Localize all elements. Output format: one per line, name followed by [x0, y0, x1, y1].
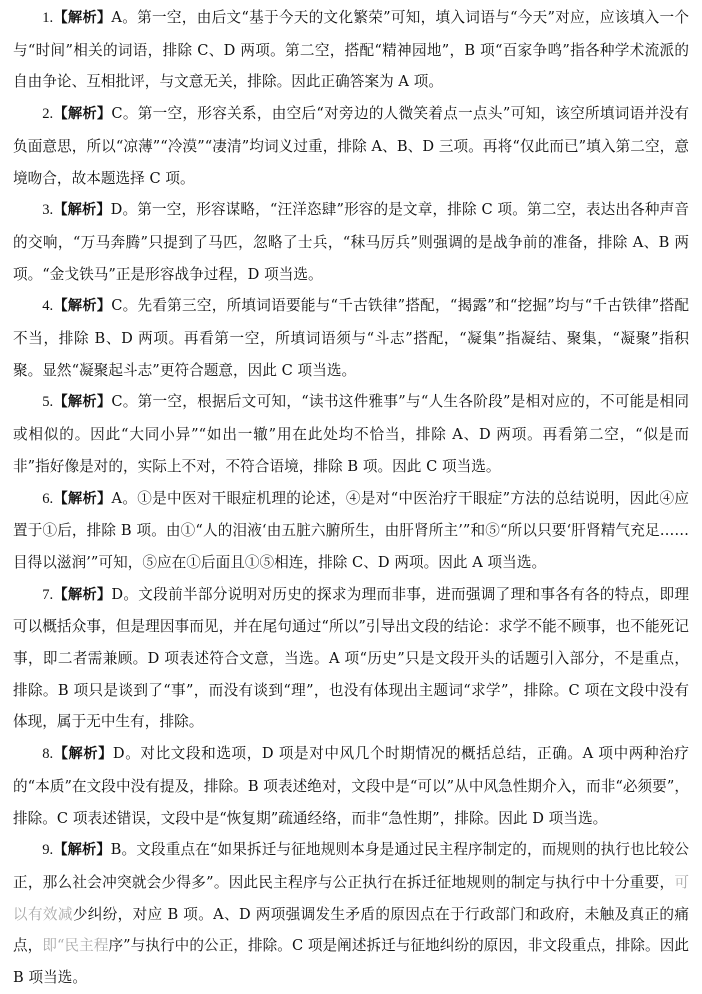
- explanation-text: C。先看第三空，所填词语要能与“千古铁律”搭配，“揭露”和“挖掘”均与“千古铁律”搭配不当，排除 B、D 两项。再看第一空，所填词语须与“斗志”搭配，“凝集”指凝结、聚集，“凝聚”指积聚。显然“凝聚起斗志”更符合题意，因此 C 项当选。: [13, 297, 689, 379]
- item-number: 7.: [42, 586, 54, 603]
- explanation-text: A。①是中医对干眼症机理的论述，④是对“中医治疗干眼症”方法的总结说明，因此④应置于①后，排除 B 项。由①“人的泪液‘由五脏六腑所生，由肝肾所主’”和⑤“所以只要‘肝肾精气充足……目得以滋润’”可知，⑤应在①后面且①⑤相连，排除 C、D 两项。因此 A 项当选。: [13, 489, 689, 571]
- explanation-item-8: [13, 738, 689, 834]
- item-number: 1.: [42, 10, 54, 26]
- analysis-tag: 【解析】: [53, 842, 111, 859]
- item-number: 2.: [42, 106, 54, 123]
- explanation-text: C。第一空，根据后文可知，“读书这件雅事”与“人生各阶段”是相对应的，不可能是相同或相似的。因此“大同小异”“如出一辙”用在此处均不恰当，排除 A、D 两项。再看第二空，“似是而非”指好像是对的，实际上不对，不符合语境，排除 B 项。因此 C 项当选。: [13, 393, 690, 475]
- item-number: 3.: [42, 202, 54, 219]
- analysis-tag: 【解析】: [53, 746, 113, 763]
- analysis-tag: 【解析】: [53, 10, 112, 26]
- explanation-item-1: [13, 2, 689, 98]
- explanation-item-2: [13, 98, 689, 194]
- analysis-tag: 【解析】: [53, 106, 112, 123]
- explanation-text: 少纠纷，对应 B 项。A、D 两项强调发生矛盾的原因点在于行政部门和政府，未触及真正的痛点，: [13, 905, 690, 955]
- explanation-text: D。文段前半部分说明对历史的探求为理而非事，进而强调了理和事各有各的特点，即理可以概括众事，但是理因事而见，并在尾句通过“所以”引导出文段的结论：求学不能不顾事，也不能死记事，即二者需兼顾。D 项表述符合文意，当选。A 项“历史”只是文段开头的话题引入部分，不是重点，排除。B 项只是谈到了“事”，而没有谈到“理”，也没有体现出主题词“求学”，排除。C 项在文段中没有体现，属于无中生有，排除。: [13, 585, 689, 731]
- analysis-tag: 【解析】: [53, 394, 112, 411]
- item-number: 4.: [42, 298, 54, 315]
- explanation-item-5: [13, 386, 689, 482]
- analysis-tag: 【解析】: [53, 298, 112, 315]
- explanation-item-4: [13, 290, 689, 386]
- item-number: 9.: [42, 842, 54, 859]
- explanation-item-9: [13, 834, 689, 994]
- explanation-text: 序”与执行中的公正，排除。C 项是阐述拆迁与征地纠纷的原因，非文段重点，排除。因此 B 项当选。: [13, 937, 689, 987]
- explanation-item-7: [13, 579, 689, 739]
- item-number: 8.: [42, 746, 54, 763]
- explanation-text: C。第一空，形容关系，由空后“对旁边的人微笑着点一点头”可知，该空所填词语并没有负面意思，所以“凉薄”“冷漠”“凄清”均词义过重，排除 A、B、D 三项。再将“仅此而已”填入第二空，意境吻合，故本题选择 C 项。: [13, 105, 689, 187]
- item-number: 5.: [42, 394, 54, 411]
- explanation-item-3: [13, 194, 689, 290]
- watermark-faded-text: 即“民主程: [42, 937, 109, 955]
- analysis-tag: 【解析】: [53, 586, 112, 603]
- analysis-tag: 【解析】: [53, 202, 111, 219]
- explanation-item-6: [13, 483, 689, 579]
- watermark-faded-text: 可以有效减: [13, 873, 689, 923]
- item-number: 6.: [42, 490, 54, 507]
- explanation-text: B。文段重点在“如果拆迁与征地规则本身是通过民主程序制定的，而规则的执行也比较公正，那么社会冲突就会少得多”。因此民主程序与公正执行在拆迁征地规则的制定与执行中十分重要，: [13, 841, 689, 891]
- analysis-tag: 【解析】: [53, 490, 112, 507]
- explanation-text: D。对比文段和选项，D 项是对中风几个时期情况的概括总结，正确。A 项中两种治疗的“本质”在文段中没有提及，排除。B 项表述绝对，文段中是“可以”从中风急性期介入，而非“必须要”，排除。C 项表述错误，文段中是“恢复期”疏通经络，而非“急性期”，排除。因此 D 项当选。: [13, 745, 689, 827]
- explanation-text: A。第一空，由后文“基于今天的文化繁荣”可知，填入词语与“今天”对应，应该填入一个与“时间”相关的词语，排除 C、D 两项。第二空，搭配“精神园地”，B 项“百家争鸣”指各种学术流派的自由争论、互相批评，与文意无关，排除。因此正确答案为 A 项。: [13, 9, 690, 91]
- explanation-text: D。第一空，形容谋略，“汪洋恣肆”形容的是文章，排除 C 项。第二空，表达出各种声音的交响，“万马奔腾”只提到了马匹，忽略了士兵，“秣马厉兵”则强调的是战争前的准备，排除 A、B 两项。“金戈铁马”正是形容战争过程，D 项当选。: [13, 201, 690, 283]
